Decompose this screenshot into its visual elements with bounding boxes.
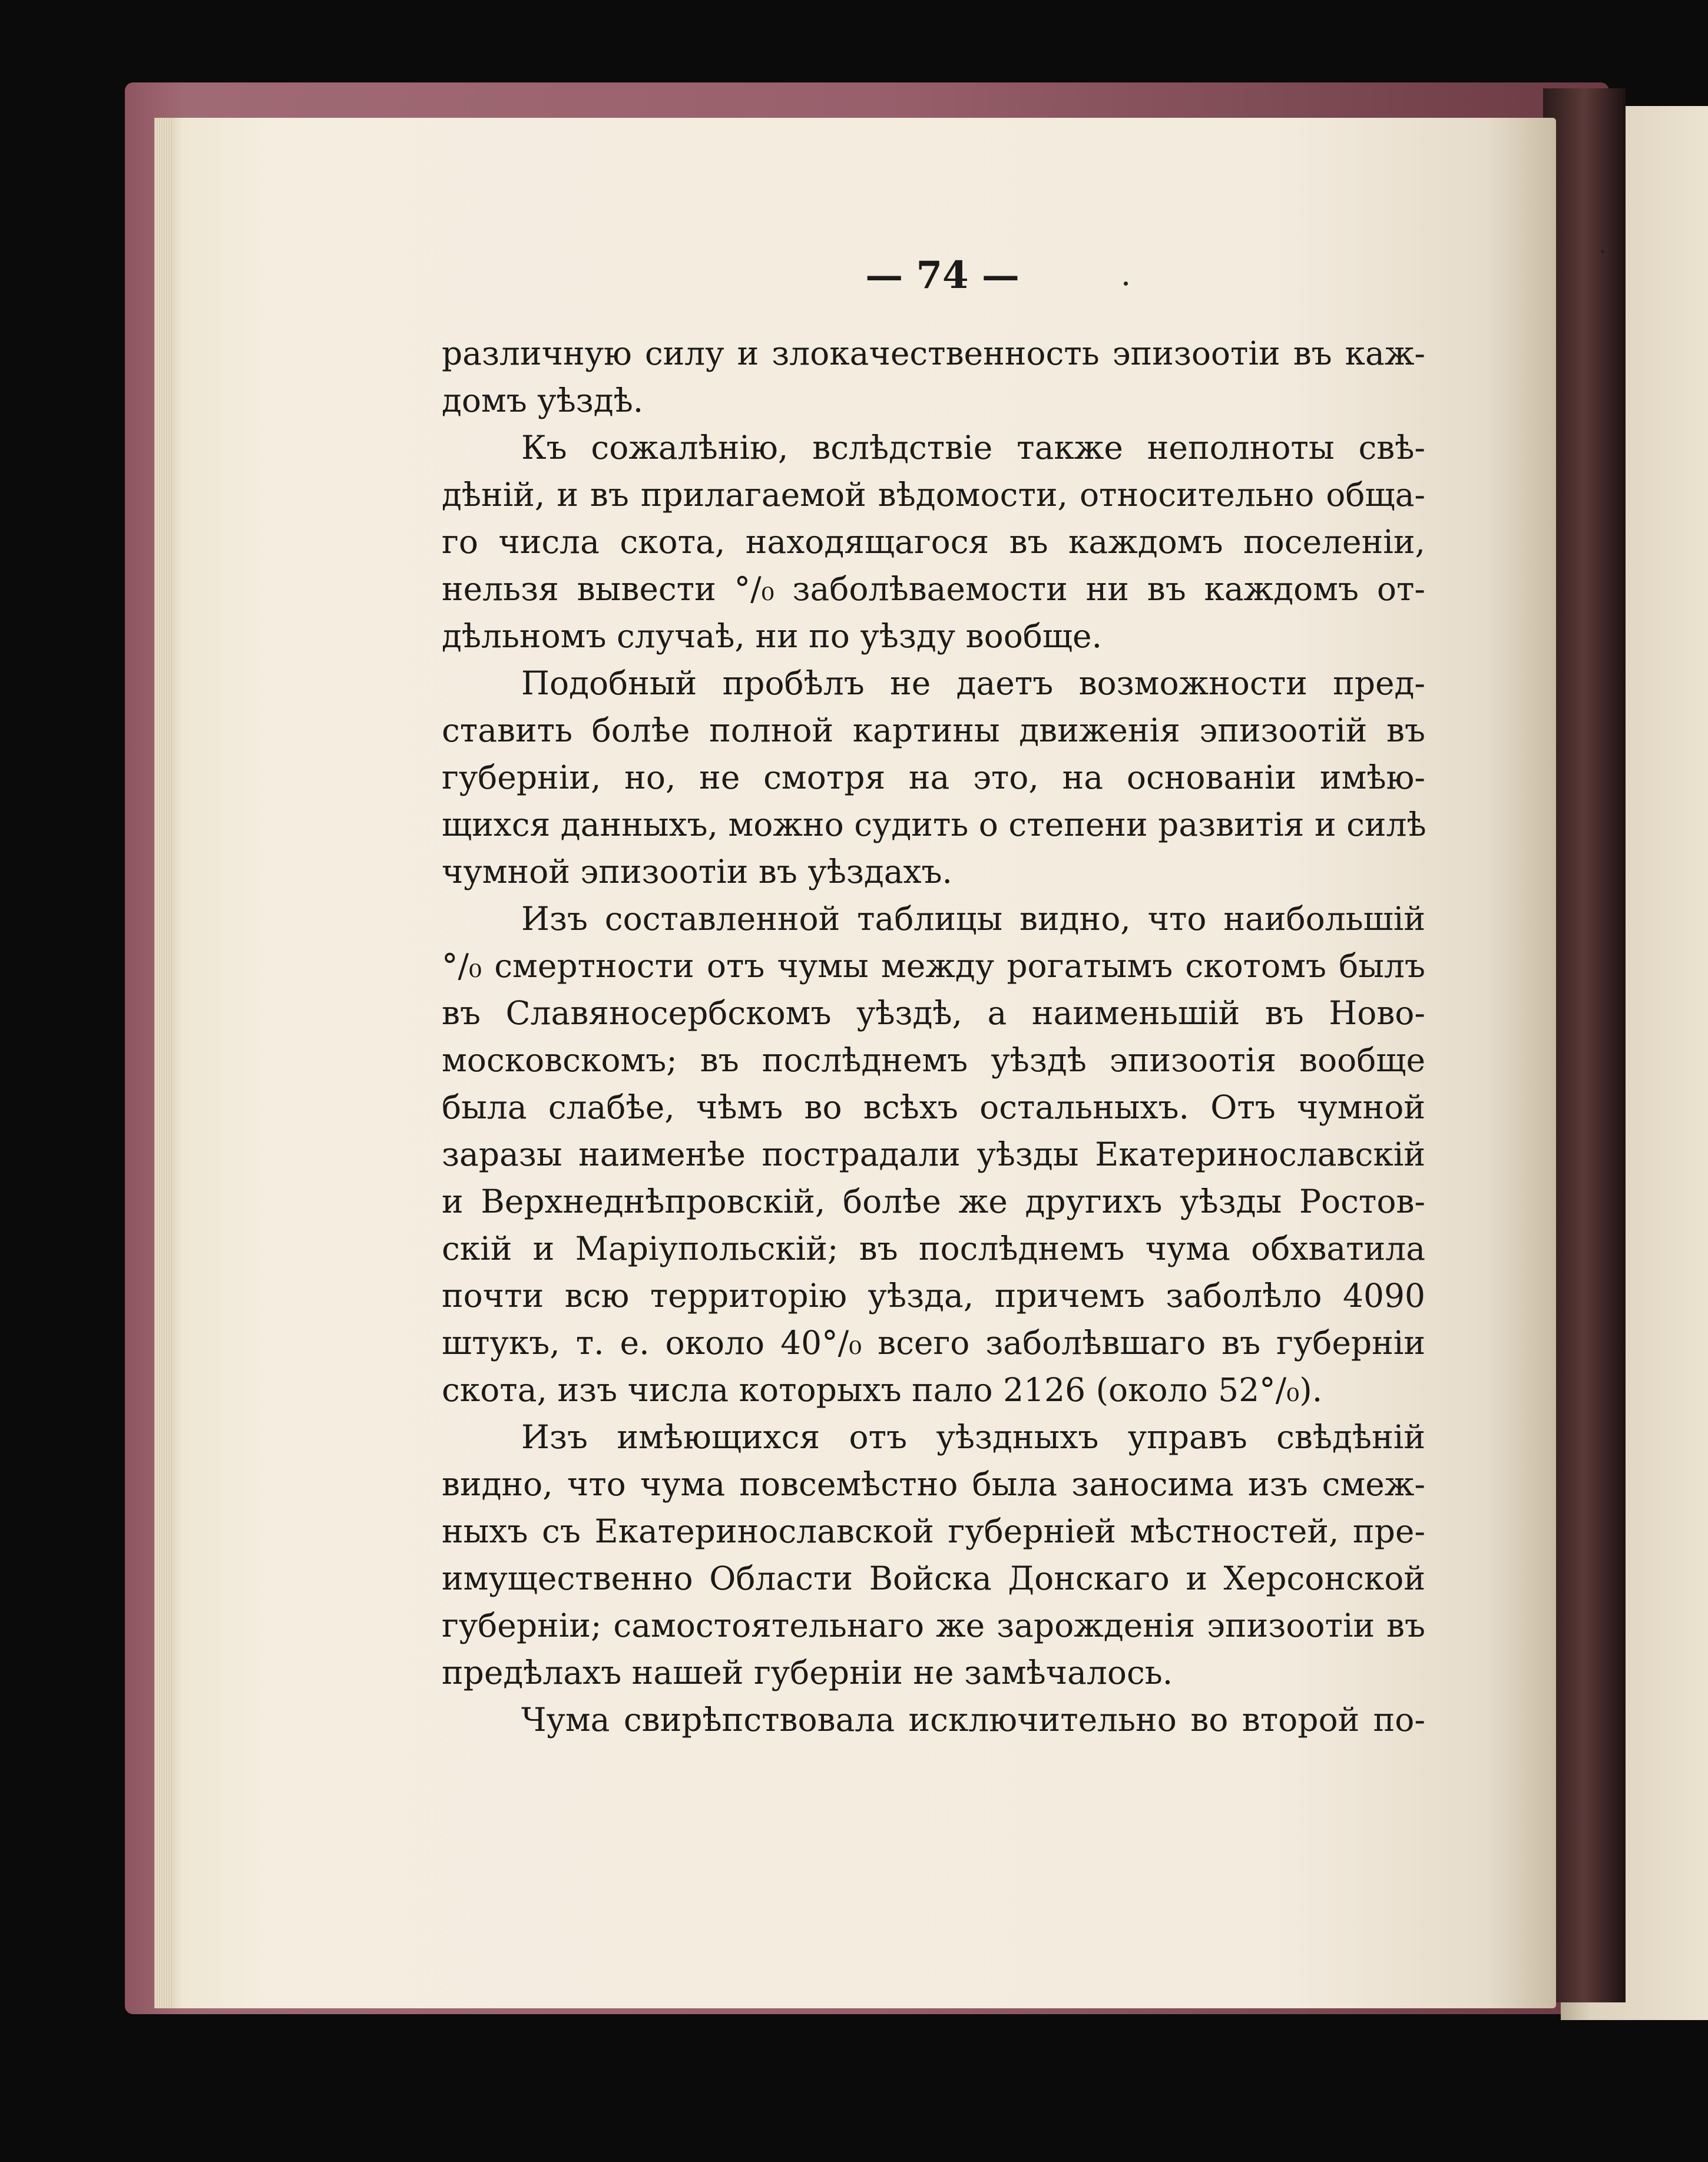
text-line: Къ сожалѣнію, вслѣдствіе также неполноты свѣ- [521, 429, 1425, 466]
text-line: заразы наименѣе пострадали уѣзды Екатеринославскій [442, 1135, 1425, 1173]
text-line: предѣлахъ нашей губерніи не замѣчалось. [442, 1654, 1173, 1691]
ink-speck [1601, 250, 1604, 253]
text-line: чумной эпизоотіи въ уѣздахъ. [442, 853, 953, 890]
text-line: въ Славяносербскомъ уѣздѣ, а наименьшій въ Ново- [442, 994, 1425, 1032]
text-line: дѣній, и въ прилагаемой вѣдомости, относительно обща- [442, 476, 1425, 514]
text-line: Изъ составленной таблицы видно, что наибольшій [521, 900, 1425, 938]
page-edges [154, 118, 172, 2008]
text-line: была слабѣе, чѣмъ во всѣхъ остальныхъ. Отъ чумной [442, 1088, 1425, 1126]
text-line: дѣльномъ случаѣ, ни по уѣзду вообще. [442, 617, 1103, 655]
text-line: московскомъ; въ послѣднемъ уѣздѣ эпизоотія вообще [442, 1041, 1425, 1079]
text-line: видно, что чума повсемѣстно была заносима изъ смеж- [442, 1465, 1425, 1503]
text-line: °/₀ смертности отъ чумы между рогатымъ скотомъ былъ [442, 947, 1425, 985]
body-text [442, 330, 1425, 1743]
text-line: губерніи; самостоятельнаго же зарожденія эпизоотіи въ [442, 1607, 1425, 1644]
text-line: нельзя вывести °/₀ заболѣваемости ни въ каждомъ от- [442, 570, 1425, 608]
text-line: ставить болѣе полной картины движенія эпизоотій въ [442, 711, 1425, 749]
text-line: го числа скота, находящагося въ каждомъ поселеніи, [442, 523, 1425, 561]
text-line: различную силу и злокачественность эпизоотіи въ каж- [442, 335, 1425, 372]
text-line: скота, изъ числа которыхъ пало 2126 (около 52°/₀). [442, 1371, 1323, 1409]
text-line: щихся данныхъ, можно судить о степени развитія и силѣ [442, 806, 1426, 843]
text-line: штукъ, т. е. около 40°/₀ всего заболѣвшаго въ губерніи [442, 1324, 1425, 1362]
page-number: — 74 — [865, 253, 1019, 297]
text-line: ныхъ съ Екатеринославской губерніей мѣстностей, пре- [442, 1512, 1425, 1550]
text-line: почти всю территорію уѣзда, причемъ заболѣло 4090 [442, 1277, 1425, 1315]
text-line: скій и Маріупольскій; въ послѣднемъ чума обхватила [442, 1230, 1425, 1267]
ink-speck [1124, 282, 1128, 286]
text-line: имущественно Области Войска Донскаго и Херсонской [442, 1560, 1425, 1597]
text-line: Изъ имѣющихся отъ уѣздныхъ управъ свѣдѣній [521, 1418, 1425, 1456]
text-line: домъ уѣздѣ. [442, 382, 644, 419]
text-line: Подобный пробѣлъ не даетъ возможности пред- [521, 664, 1425, 702]
text-line: и Верхнеднѣпровскій, болѣе же другихъ уѣзды Ростов- [442, 1183, 1425, 1220]
text-line: Чума свирѣпствовала исключительно во второй по- [521, 1701, 1425, 1739]
text-line: губерніи, но, не смотря на это, на основаніи имѣю- [442, 759, 1425, 796]
